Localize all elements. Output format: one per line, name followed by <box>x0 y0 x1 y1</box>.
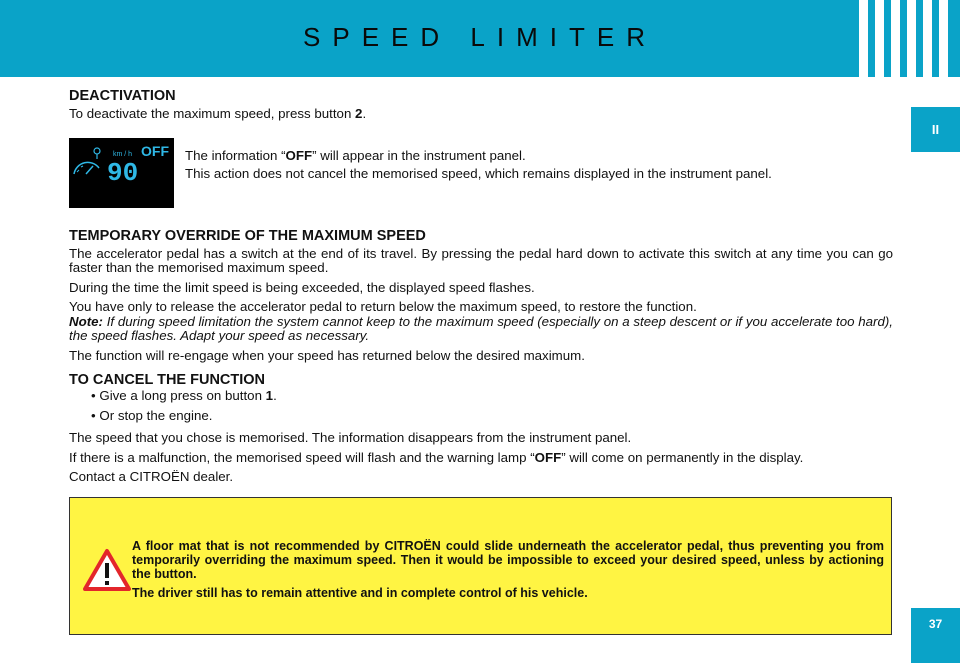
stripe-decoration <box>859 0 868 77</box>
stripe-decoration <box>907 0 916 77</box>
display-info-line2: This action does not cancel the memorised speed, which remains displayed in the instrument panel. <box>185 166 772 181</box>
page-title: SPEED LIMITER <box>303 22 657 52</box>
cancel-p1: The speed that you chose is memorised. The information disappears from the instrument panel. <box>69 430 632 445</box>
display-speed: 90 <box>107 157 139 188</box>
override-p3: You have only to release the accelerator pedal to return below the maximum speed, to restore the function. <box>69 299 697 314</box>
cancel-heading: TO CANCEL THE FUNCTION <box>69 372 266 388</box>
cancel-bullet-2: • Or stop the engine. <box>91 407 213 423</box>
stripe-decoration <box>923 0 932 77</box>
main-content <box>69 88 893 490</box>
warning-triangle-icon <box>82 548 132 592</box>
display-info-line1: The information “OFF” will appear in the instrument panel. <box>185 147 526 163</box>
cancel-p2: If there is a malfunction, the memorised speed will flash and the warning lamp “OFF” will come on permanently in the display. <box>69 449 804 465</box>
override-p1: The accelerator pedal has a switch at the end of its travel. By pressing the pedal hard down to activate this switch at any time you can go faster than the memorised maximum speed. <box>69 245 893 275</box>
deactivation-heading: DEACTIVATION <box>69 88 176 104</box>
display-row <box>69 138 893 208</box>
page-header <box>0 0 960 77</box>
chapter-tab: II <box>911 107 960 152</box>
speedometer-icon <box>69 138 174 208</box>
stripe-decoration <box>875 0 884 77</box>
display-status: OFF <box>141 142 169 159</box>
warning-p2: The driver still has to remain attentive and in complete control of his vehicle. <box>132 586 588 600</box>
override-p4: The function will re-engage when your speed has returned below the desired maximum. <box>69 347 585 363</box>
override-heading: TEMPORARY OVERRIDE OF THE MAXIMUM SPEED <box>69 227 426 244</box>
cancel-p3: Contact a CITROËN dealer. <box>69 469 234 484</box>
page-number: 37 <box>911 608 960 663</box>
override-p2: During the time the limit speed is being exceeded, the displayed speed flashes. <box>69 279 535 295</box>
warning-p1: A floor mat that is not recommended by CITROËN could slide underneath the accelerator pedal, thus preventing you from temporarily overriding the maximum speed. Then it would be impossible to exceed your desired speed, unless by actioning the button. <box>132 539 884 581</box>
display-unit: km / h <box>113 150 133 158</box>
stripe-decoration <box>939 0 948 77</box>
cancel-bullet-1: • Give a long press on button 1. <box>91 388 277 403</box>
warning-text <box>132 539 884 605</box>
instrument-display <box>69 138 174 208</box>
warning-box <box>69 497 892 635</box>
deactivation-text: To deactivate the maximum speed, press button 2. <box>69 106 367 121</box>
display-info <box>185 149 893 208</box>
stripe-decoration <box>891 0 900 77</box>
override-note: Note: If during speed limitation the system cannot keep to the maximum speed (especially on a steep descent or if you accelerate too hard), the speed flashes. Adapt your speed as necessary. <box>69 313 893 343</box>
header-stripes <box>859 0 948 77</box>
